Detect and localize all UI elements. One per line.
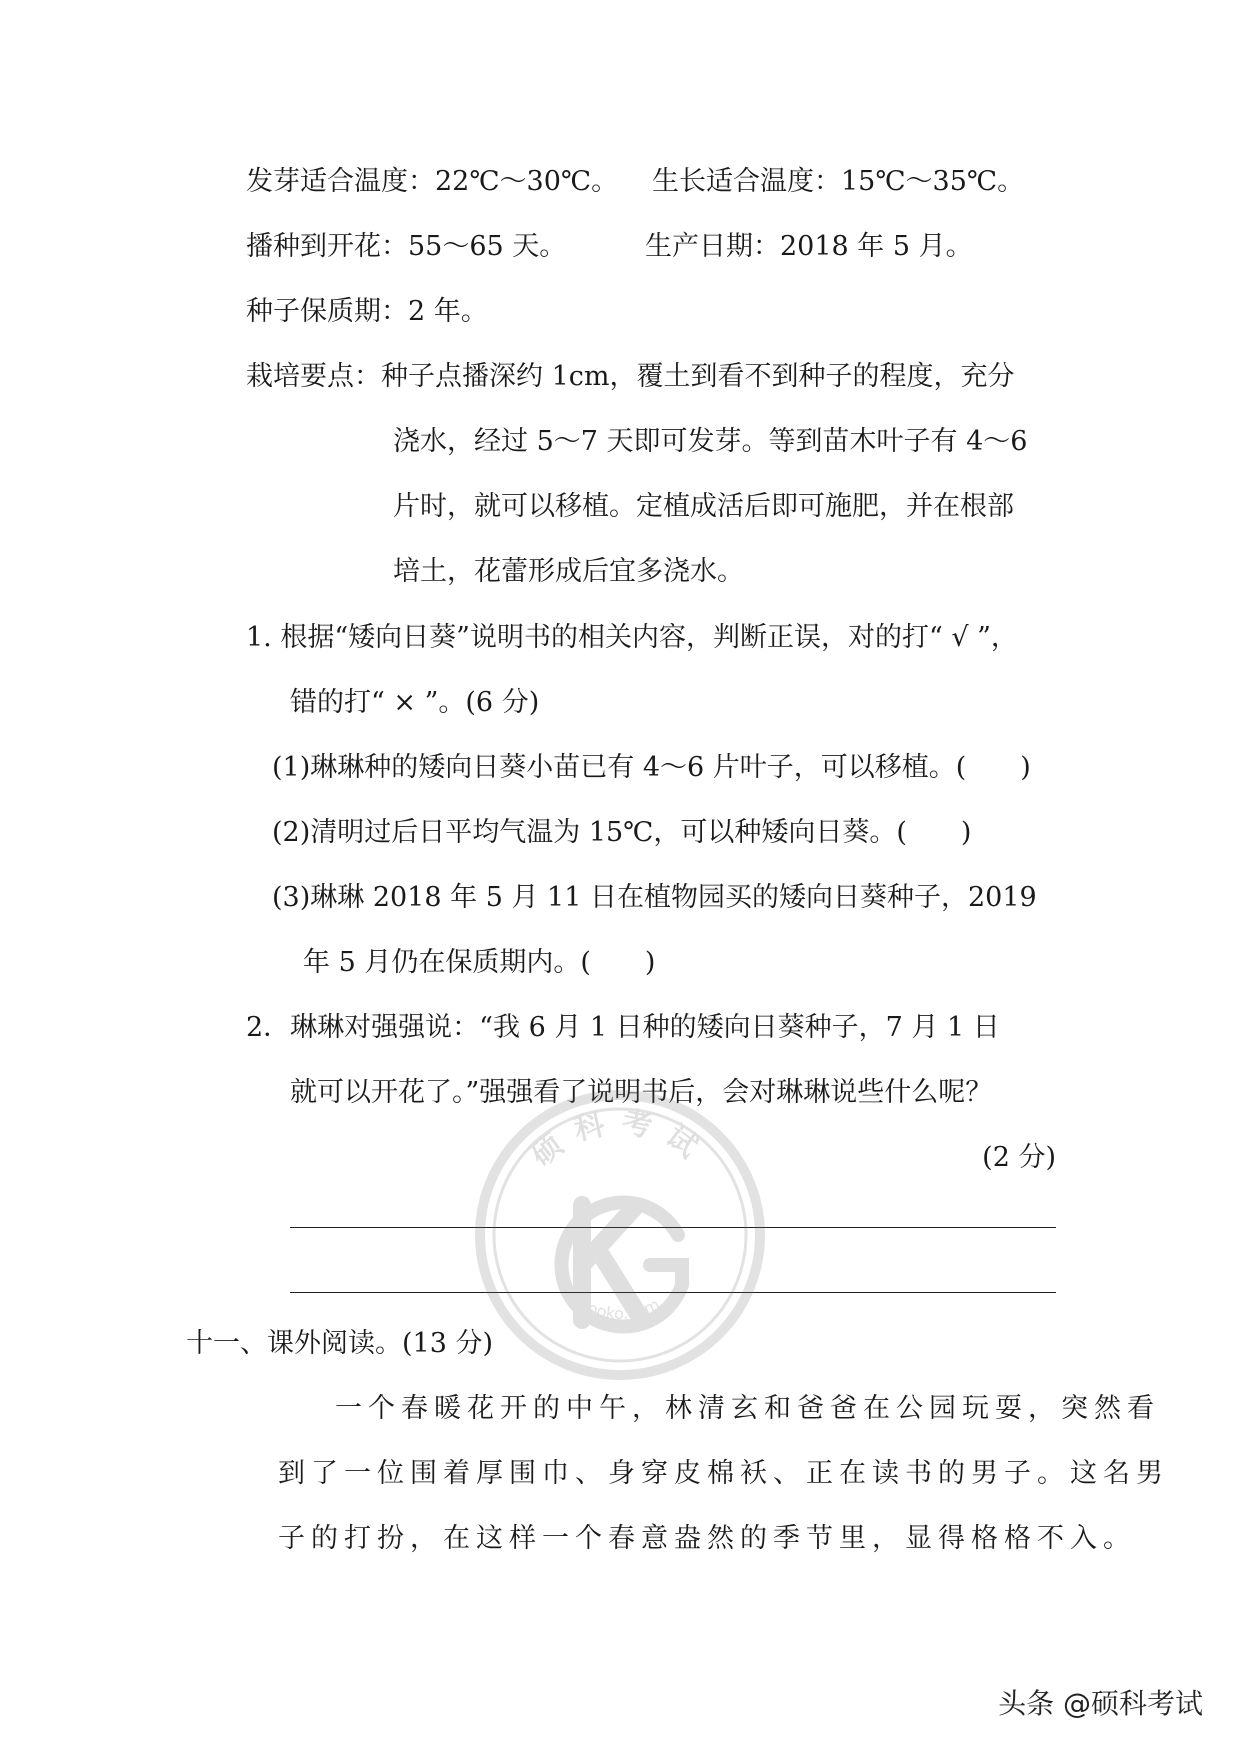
reading-line-2: 到了一位围着厚围巾、身穿皮棉袄、正在读书的男子。这名男 (278, 1458, 1169, 1489)
cultivation-line-2: 浇水，经过 5～7 天即可发芽。等到苗木叶子有 4～6 (393, 426, 1028, 457)
reading-line-1: 一个春暖花开的中午，林清玄和爸爸在公园玩耍，突然看 (335, 1393, 1160, 1424)
cultivation-line-4: 培土，花蕾形成后宜多浇水。 (393, 556, 744, 587)
question2-stem-line-2: 就可以开花了。”强强看了说明书后，会对琳琳说些什么呢？ (290, 1077, 993, 1108)
question2-score: (2 分) (982, 1142, 1056, 1173)
watermark-domain-text: sooko.com (577, 1294, 663, 1324)
question1-item-2: (2)清明过后日平均气温为 15℃，可以种矮向日葵。( ) (272, 817, 972, 848)
question1-item-1: (1)琳琳种的矮向日葵小苗已有 4～6 片叶子，可以移植。( ) (272, 752, 1031, 783)
cultivation-line-3: 片时，就可以移植。定植成活后即可施肥，并在根部 (393, 491, 1014, 522)
shelf-life: 种子保质期：2 年。 (246, 296, 488, 327)
germination-temp: 发芽适合温度：22℃～30℃。 (246, 166, 619, 197)
question1-item-3: (3)琳琳 2018 年 5 月 11 日在植物园买的矮向日葵种子，2019 (272, 882, 1037, 913)
watermark-arc-text: 硕科考试 (524, 1104, 716, 1174)
question2-stem-line-1: 2．琳琳对强强说：“我 6 月 1 日种的矮向日葵种子，7 月 1 日 (246, 1012, 1000, 1043)
question1-item-3-continued: 年 5 月仍在保质期内。( ) (303, 947, 656, 978)
cultivation-line-1: 栽培要点：种子点播深约 1cm，覆土到看不到种子的程度，充分 (246, 361, 1015, 392)
question1-stem-line-1: 1. 根据“矮向日葵”说明书的相关内容，判断正误，对的打“ √ ”， (246, 622, 1018, 653)
watermark-logo (470, 1085, 770, 1385)
section11-title: 十一、课外阅读。(13 分) (186, 1328, 494, 1359)
reading-line-3: 子的打扮，在这样一个春意盎然的季节里，显得格格不入。 (278, 1523, 1136, 1554)
question1-stem-line-2: 错的打“ × ”。(6 分) (290, 687, 540, 718)
footer-credit: 头条 @硕科考试 (998, 1687, 1203, 1720)
growth-temp: 生长适合温度：15℃～35℃。 (652, 166, 1025, 197)
sow-to-bloom: 播种到开花：55～65 天。 (246, 231, 567, 262)
production-date: 生产日期：2018 年 5 月。 (645, 231, 973, 262)
